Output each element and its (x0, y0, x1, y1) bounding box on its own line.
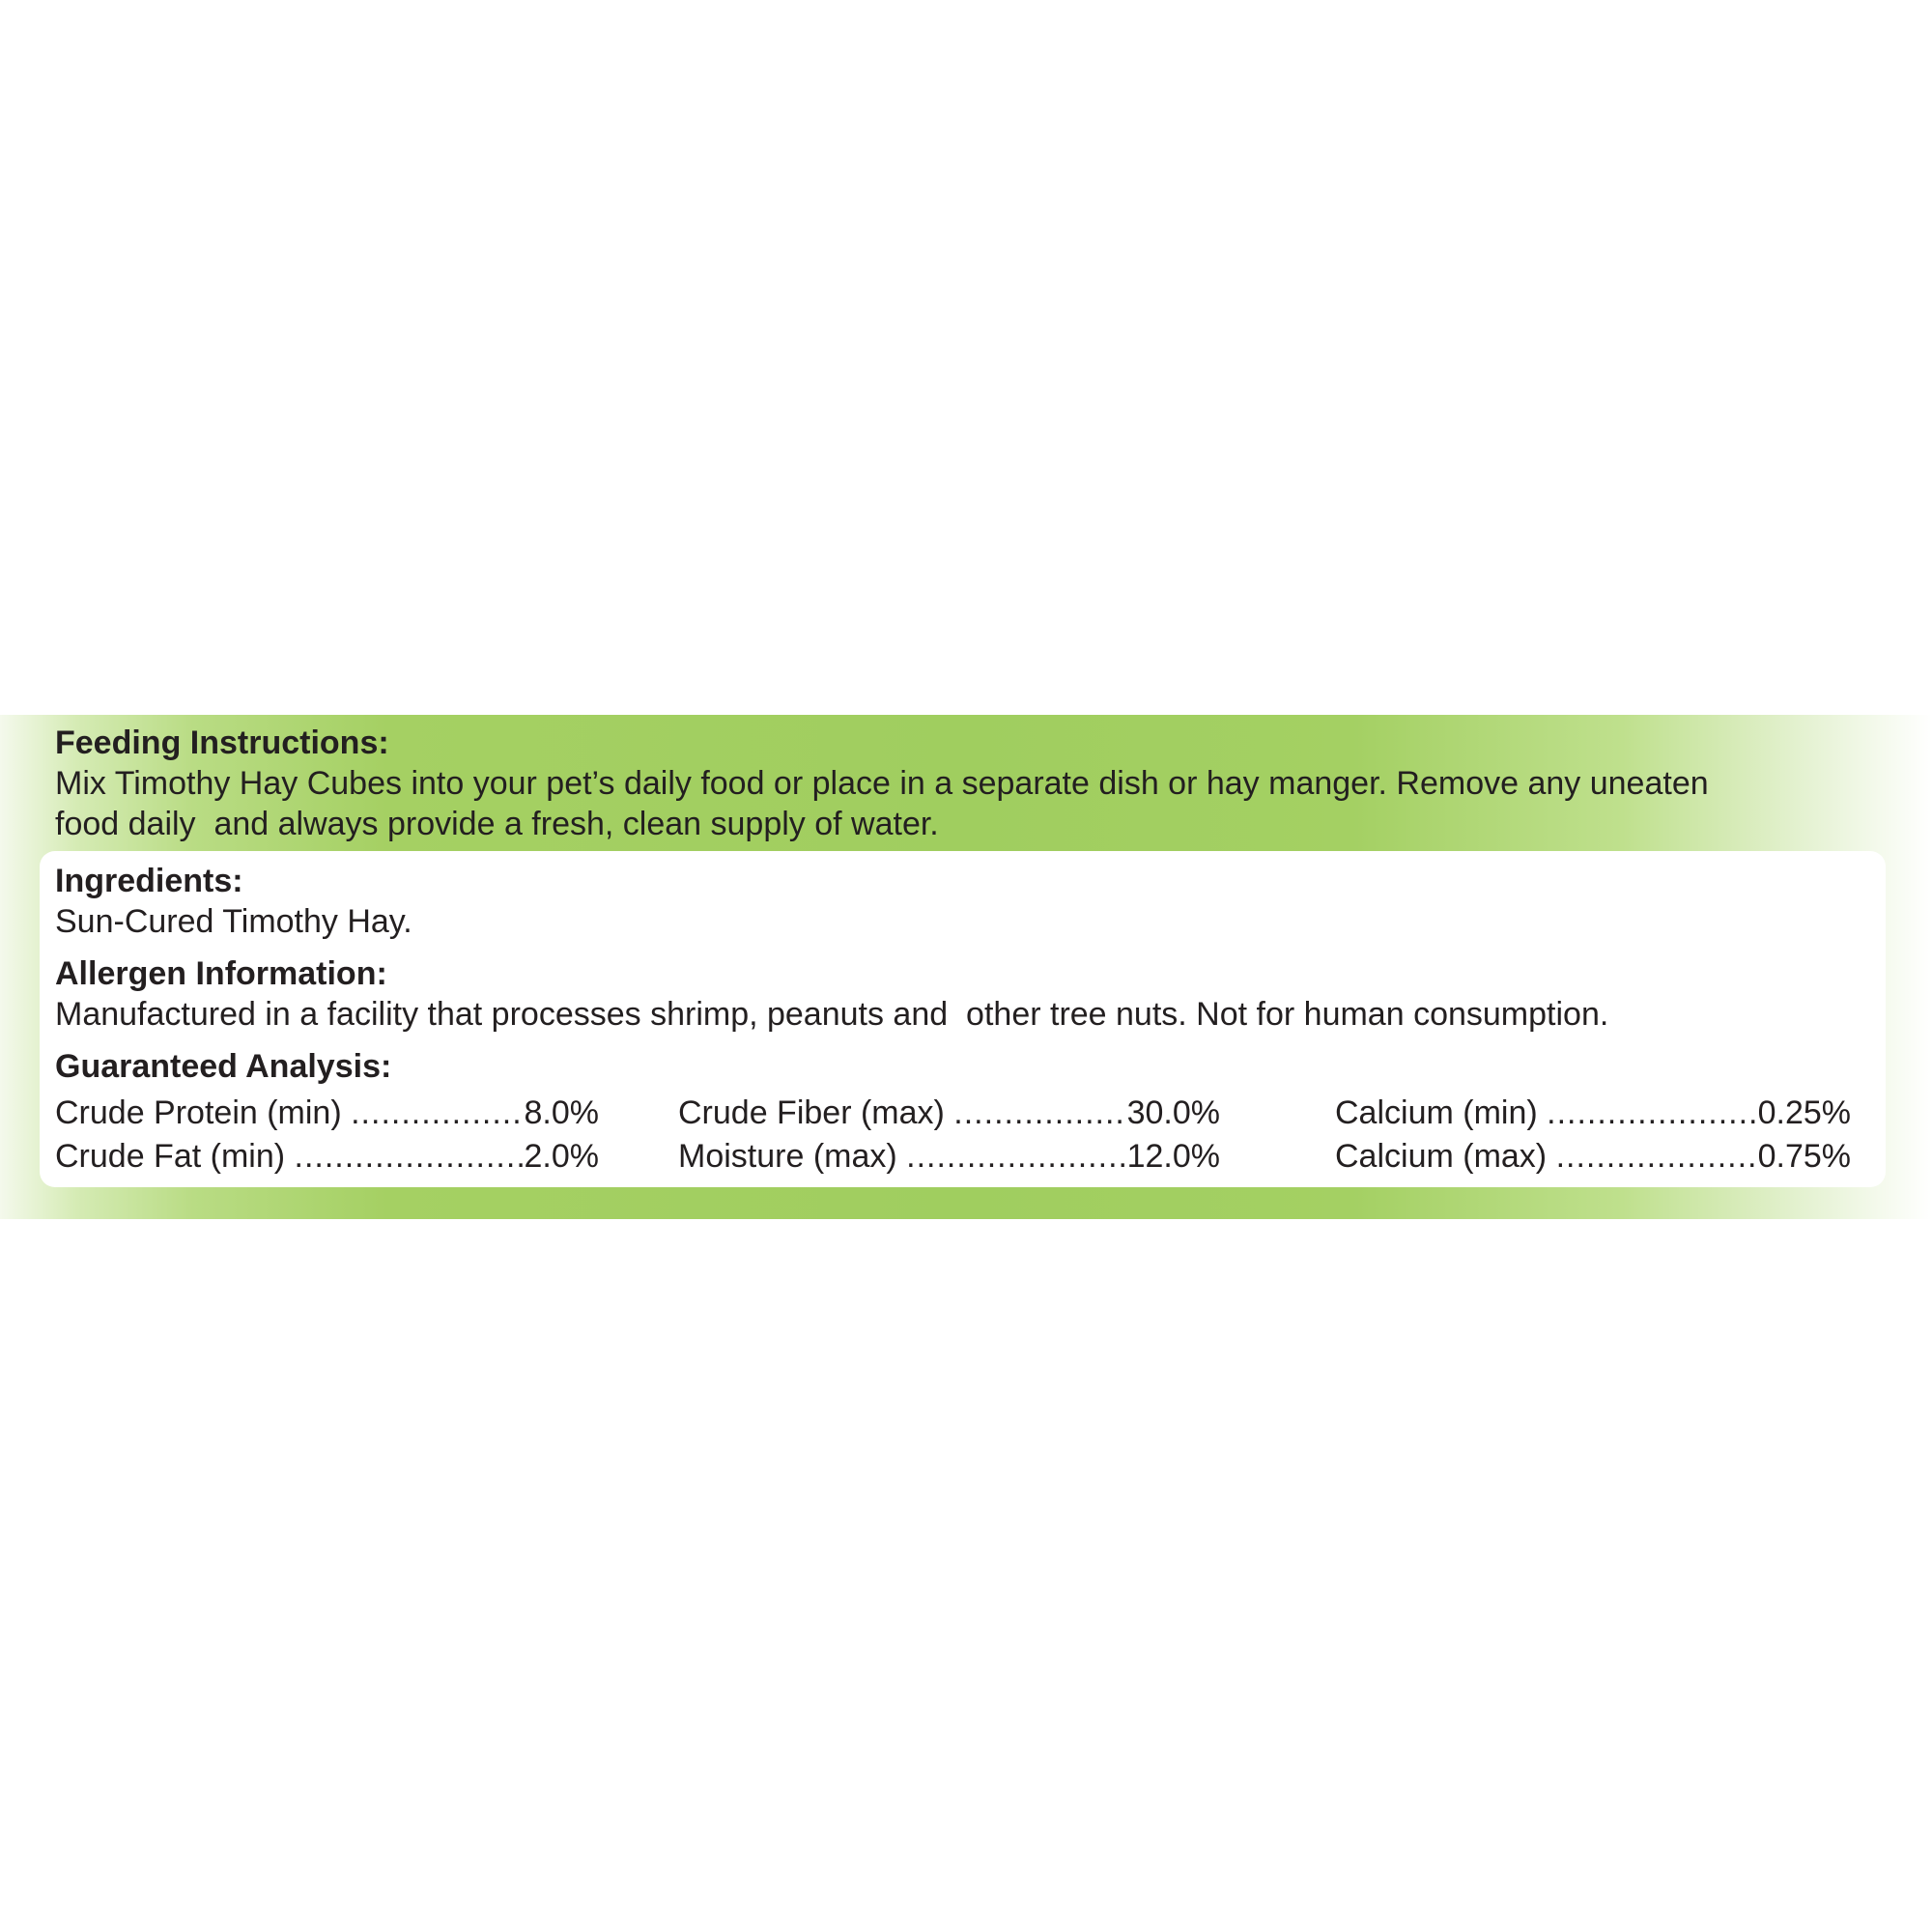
analysis-item-crude-fiber (678, 1093, 1220, 1133)
analysis-value: 0.25% (1757, 1094, 1851, 1131)
analysis-heading: Guaranteed Analysis: (55, 1048, 392, 1085)
info-panel (40, 851, 1886, 1187)
analysis-name: Crude Fat (min) (55, 1138, 295, 1175)
analysis-table (55, 1091, 1871, 1178)
analysis-name: Crude Protein (min) (55, 1094, 352, 1131)
analysis-item-calcium-max (1335, 1136, 1851, 1177)
analysis-value: 8.0% (524, 1094, 599, 1131)
feeding-text-line-1: Mix Timothy Hay Cubes into your pet’s daily food or place in a separate dish or hay manger. Remove any uneaten (55, 765, 1709, 802)
analysis-name: Calcium (max) (1335, 1138, 1556, 1175)
analysis-name: Moisture (max) (678, 1138, 907, 1175)
ingredients-section (55, 861, 1871, 942)
analysis-value: 0.75% (1757, 1138, 1851, 1175)
analysis-item-calcium-min (1335, 1093, 1851, 1133)
analysis-value: 30.0% (1126, 1094, 1220, 1131)
ingredients-text: Sun-Cured Timothy Hay. (55, 903, 412, 940)
allergen-heading: Allergen Information: (55, 955, 387, 992)
allergen-text: Manufactured in a facility that processes shrimp, peanuts and other tree nuts. Not for human consumption. (55, 996, 1609, 1033)
analysis-item-moisture (678, 1136, 1220, 1177)
analysis-value: 2.0% (524, 1138, 599, 1175)
analysis-name: Crude Fiber (max) (678, 1094, 954, 1131)
analysis-item-crude-fat (55, 1136, 599, 1177)
feeding-instructions-section (55, 723, 1910, 844)
analysis-value: 12.0% (1126, 1138, 1220, 1175)
guaranteed-analysis-section (55, 1046, 1871, 1178)
feeding-heading: Feeding Instructions: (55, 724, 389, 761)
ingredients-heading: Ingredients: (55, 863, 243, 899)
analysis-name: Calcium (min) (1335, 1094, 1548, 1131)
allergen-section (55, 953, 1871, 1035)
analysis-item-crude-protein (55, 1093, 599, 1133)
feeding-text-line-2: food daily and always provide a fresh, clean supply of water. (55, 806, 939, 842)
